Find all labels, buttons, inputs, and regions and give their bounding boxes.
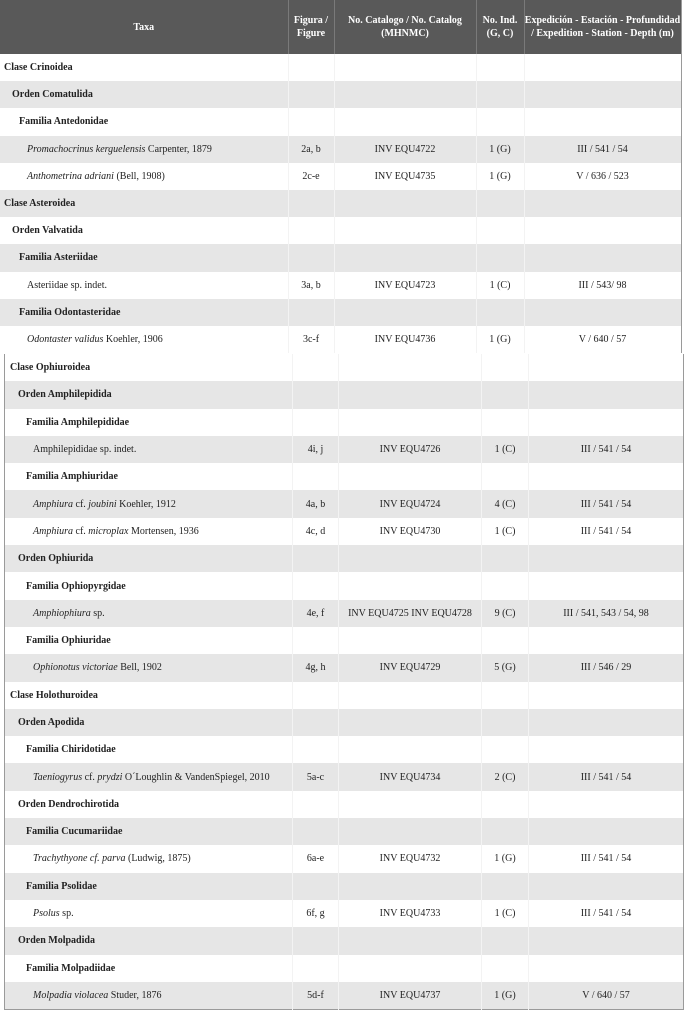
- species-row: [5, 518, 684, 545]
- taxon-row: [0, 81, 681, 108]
- taxon-cell: [5, 600, 293, 627]
- individuals-cell: [482, 927, 529, 954]
- figure-cell: 4e, f: [293, 600, 339, 627]
- taxon-name-species: microplax: [88, 525, 129, 537]
- taxon-name-species: prydzi: [97, 771, 123, 783]
- catalog-cell: INV EQU4730: [339, 518, 482, 545]
- station-cell: III / 541 / 54: [529, 900, 684, 927]
- header-individuals: No. Ind. (G, C): [476, 0, 524, 54]
- taxon-name-author: Koehler, 1906: [103, 333, 163, 345]
- station-cell: III / 541 / 54: [529, 490, 684, 517]
- catalog-cell: [339, 627, 482, 654]
- taxon-cell: [5, 845, 293, 872]
- figure-cell: 2c-e: [288, 163, 334, 190]
- catalog-cell: [339, 409, 482, 436]
- individuals-cell: [482, 354, 529, 381]
- taxon-cell: [5, 654, 293, 681]
- taxon-cell: Orden Molpadida: [5, 927, 293, 954]
- taxon-name-genus: Amphiophiura: [33, 607, 91, 619]
- station-cell: [529, 354, 684, 381]
- taxon-row: [5, 818, 684, 845]
- figure-cell: [293, 682, 339, 709]
- taxon-name-mid: cf.: [73, 498, 89, 510]
- station-cell: [524, 299, 681, 326]
- individuals-cell: [476, 108, 524, 135]
- taxon-name-genus: Trachythyone cf. parva: [33, 853, 126, 865]
- taxon-row: [5, 927, 684, 954]
- taxon-row: [0, 54, 681, 81]
- individuals-cell: [476, 217, 524, 244]
- taxon-cell: [5, 763, 293, 790]
- taxon-name-author: O´Loughlin & VandenSpiegel, 2010: [122, 771, 270, 783]
- catalog-cell: [339, 381, 482, 408]
- station-cell: III / 546 / 29: [529, 654, 684, 681]
- catalog-cell: INV EQU4733: [339, 900, 482, 927]
- individuals-cell: 1 (G): [482, 982, 529, 1009]
- figure-cell: [293, 381, 339, 408]
- individuals-cell: 1 (G): [476, 326, 524, 353]
- species-row: [5, 436, 684, 463]
- taxon-row: [5, 682, 684, 709]
- figure-cell: [293, 545, 339, 572]
- station-cell: [524, 81, 681, 108]
- individuals-cell: [482, 818, 529, 845]
- catalog-cell: INV EQU4723: [334, 272, 476, 299]
- individuals-cell: 1 (G): [476, 163, 524, 190]
- catalog-cell: [339, 927, 482, 954]
- station-cell: [529, 545, 684, 572]
- station-cell: [529, 682, 684, 709]
- station-cell: V / 636 / 523: [524, 163, 681, 190]
- station-cell: III / 543/ 98: [524, 272, 681, 299]
- individuals-cell: 9 (C): [482, 600, 529, 627]
- station-cell: III / 541 / 54: [529, 763, 684, 790]
- taxon-cell: Clase Asteroidea: [0, 190, 288, 217]
- catalog-cell: INV EQU4732: [339, 845, 482, 872]
- taxon-name-genus: Psolus: [33, 908, 60, 920]
- individuals-cell: [482, 873, 529, 900]
- taxon-cell: [5, 490, 293, 517]
- individuals-cell: [482, 791, 529, 818]
- station-cell: [529, 736, 684, 763]
- catalog-cell: [339, 354, 482, 381]
- taxon-name-genus: Ophionotus victoriae: [33, 662, 118, 674]
- figure-cell: 6f, g: [293, 900, 339, 927]
- species-row: [5, 654, 684, 681]
- catalog-cell: [334, 217, 476, 244]
- taxa-table-part2: [4, 354, 684, 1010]
- species-row: [5, 845, 684, 872]
- header-catalog: No. Catalogo / No. Catalog (MHNMC): [334, 0, 476, 54]
- taxon-cell: Clase Holothuroidea: [5, 682, 293, 709]
- taxon-cell: Familia Amphiuridae: [5, 463, 293, 490]
- station-cell: [529, 627, 684, 654]
- taxon-row: [0, 108, 681, 135]
- individuals-cell: [476, 54, 524, 81]
- individuals-cell: [482, 736, 529, 763]
- catalog-cell: [334, 108, 476, 135]
- individuals-cell: [482, 545, 529, 572]
- station-cell: [524, 190, 681, 217]
- station-cell: [524, 54, 681, 81]
- station-cell: III / 541, 543 / 54, 98: [529, 600, 684, 627]
- individuals-cell: [482, 709, 529, 736]
- individuals-cell: [476, 244, 524, 271]
- figure-cell: [293, 627, 339, 654]
- header-figure: Figura / Figure: [288, 0, 334, 54]
- individuals-cell: [482, 955, 529, 982]
- taxon-name-author: Koehler, 1912: [116, 498, 176, 510]
- individuals-cell: [482, 572, 529, 599]
- catalog-cell: INV EQU4725 INV EQU4728: [339, 600, 482, 627]
- station-cell: [529, 463, 684, 490]
- individuals-cell: [476, 81, 524, 108]
- figure-cell: [293, 572, 339, 599]
- station-cell: III / 541 / 54: [529, 845, 684, 872]
- catalog-cell: INV EQU4735: [334, 163, 476, 190]
- species-row: [5, 900, 684, 927]
- catalog-cell: [334, 190, 476, 217]
- taxon-cell: [0, 326, 288, 353]
- figure-cell: 4c, d: [293, 518, 339, 545]
- station-cell: [524, 244, 681, 271]
- individuals-cell: [482, 409, 529, 436]
- individuals-cell: 1 (G): [476, 136, 524, 163]
- catalog-cell: INV EQU4737: [339, 982, 482, 1009]
- catalog-cell: INV EQU4724: [339, 490, 482, 517]
- figure-cell: 4a, b: [293, 490, 339, 517]
- taxon-row: [5, 381, 684, 408]
- taxon-cell: Orden Valvatida: [0, 217, 288, 244]
- station-cell: [529, 709, 684, 736]
- taxon-row: [5, 463, 684, 490]
- catalog-cell: INV EQU4736: [334, 326, 476, 353]
- station-cell: III / 541 / 54: [529, 436, 684, 463]
- station-cell: III / 541 / 54: [524, 136, 681, 163]
- taxon-cell: Clase Ophiuroidea: [5, 354, 293, 381]
- taxon-cell: Familia Chiridotidae: [5, 736, 293, 763]
- figure-cell: 2a, b: [288, 136, 334, 163]
- individuals-cell: [482, 627, 529, 654]
- taxon-name-author: Mortensen, 1936: [128, 525, 199, 537]
- taxon-row: [5, 627, 684, 654]
- figure-cell: [293, 709, 339, 736]
- taxon-cell: [0, 163, 288, 190]
- taxon-name-genus: Amphiura: [33, 525, 73, 537]
- header-station: Expedición - Estación - Profundidad / Expedition - Station - Depth (m): [524, 0, 681, 54]
- header-row: [0, 0, 681, 54]
- figure-cell: [288, 81, 334, 108]
- taxon-cell: Orden Comatulida: [0, 81, 288, 108]
- taxon-name-genus: Taeniogyrus: [33, 771, 83, 783]
- individuals-cell: 5 (G): [482, 654, 529, 681]
- station-cell: [529, 409, 684, 436]
- taxon-cell: Familia Psolidae: [5, 873, 293, 900]
- taxon-row: [0, 299, 681, 326]
- catalog-cell: [339, 709, 482, 736]
- taxon-row: [5, 791, 684, 818]
- taxon-cell: [5, 900, 293, 927]
- table-body-part1: [0, 54, 681, 353]
- individuals-cell: 1 (C): [482, 436, 529, 463]
- taxon-row: [5, 409, 684, 436]
- species-row: [5, 763, 684, 790]
- catalog-cell: [339, 682, 482, 709]
- figure-cell: 5a-c: [293, 763, 339, 790]
- station-cell: [524, 217, 681, 244]
- figure-cell: [288, 54, 334, 81]
- figure-cell: [288, 299, 334, 326]
- individuals-cell: 1 (G): [482, 845, 529, 872]
- taxon-name-author: Studer, 1876: [108, 989, 162, 1001]
- taxon-row: [0, 190, 681, 217]
- figure-cell: 5d-f: [293, 982, 339, 1009]
- species-row: [0, 326, 681, 353]
- station-cell: [529, 955, 684, 982]
- individuals-cell: [482, 682, 529, 709]
- table-body-part2: [5, 354, 684, 1009]
- taxon-cell: Familia Odontasteridae: [0, 299, 288, 326]
- catalog-cell: [334, 299, 476, 326]
- taxon-name-mid: cf.: [73, 525, 89, 537]
- taxon-row: [5, 545, 684, 572]
- individuals-cell: [476, 299, 524, 326]
- taxon-cell: Familia Amphilepididae: [5, 409, 293, 436]
- taxon-cell: Clase Crinoidea: [0, 54, 288, 81]
- taxon-row: [0, 244, 681, 271]
- taxon-cell: Familia Ophiuridae: [5, 627, 293, 654]
- individuals-cell: 1 (C): [482, 900, 529, 927]
- taxon-name-species: joubini: [88, 498, 117, 510]
- catalog-cell: [339, 736, 482, 763]
- station-cell: [529, 818, 684, 845]
- figure-cell: [293, 354, 339, 381]
- taxon-row: [0, 217, 681, 244]
- taxa-table-part1: [0, 0, 682, 353]
- figure-cell: 4i, j: [293, 436, 339, 463]
- taxon-cell: Familia Antedonidae: [0, 108, 288, 135]
- station-cell: [529, 927, 684, 954]
- station-cell: [529, 791, 684, 818]
- catalog-cell: INV EQU4722: [334, 136, 476, 163]
- station-cell: V / 640 / 57: [529, 982, 684, 1009]
- figure-cell: [293, 736, 339, 763]
- catalog-cell: [339, 463, 482, 490]
- taxon-name-author: Carpenter, 1879: [145, 143, 212, 155]
- catalog-cell: [334, 54, 476, 81]
- taxon-cell: Asteriidae sp. indet.: [0, 272, 288, 299]
- taxon-cell: Orden Apodida: [5, 709, 293, 736]
- species-row: [5, 982, 684, 1009]
- header-taxa: Taxa: [0, 0, 288, 54]
- figure-cell: [293, 463, 339, 490]
- taxon-row: [5, 354, 684, 381]
- figure-cell: [293, 873, 339, 900]
- species-row: [0, 272, 681, 299]
- taxon-name-author: (Bell, 1908): [113, 170, 165, 182]
- figure-cell: [288, 190, 334, 217]
- species-row: [5, 600, 684, 627]
- species-row: [0, 163, 681, 190]
- figure-cell: [288, 108, 334, 135]
- catalog-cell: [334, 244, 476, 271]
- station-cell: [529, 381, 684, 408]
- figure-cell: [293, 791, 339, 818]
- figure-cell: [288, 244, 334, 271]
- catalog-cell: [339, 818, 482, 845]
- figure-cell: [288, 217, 334, 244]
- catalog-cell: [334, 81, 476, 108]
- taxon-row: [5, 709, 684, 736]
- figure-cell: [293, 409, 339, 436]
- taxon-cell: Familia Ophiopyrgidae: [5, 572, 293, 599]
- individuals-cell: [476, 190, 524, 217]
- individuals-cell: 1 (C): [482, 518, 529, 545]
- taxon-cell: [5, 982, 293, 1009]
- taxon-name-genus: Anthometrina adriani: [27, 170, 114, 182]
- individuals-cell: 1 (C): [476, 272, 524, 299]
- species-row: [0, 136, 681, 163]
- station-cell: [524, 108, 681, 135]
- taxon-name-genus: Odontaster validus: [27, 333, 104, 345]
- taxon-cell: [5, 518, 293, 545]
- taxon-name-author: (Ludwig, 1875): [125, 853, 191, 865]
- taxon-name-genus: Molpadia violacea: [33, 989, 109, 1001]
- figure-cell: [293, 927, 339, 954]
- taxon-cell: [0, 136, 288, 163]
- catalog-cell: INV EQU4726: [339, 436, 482, 463]
- individuals-cell: [482, 463, 529, 490]
- taxon-name-mid: cf.: [82, 771, 98, 783]
- station-cell: [529, 572, 684, 599]
- taxon-name-author: sp.: [90, 607, 105, 619]
- taxon-row: [5, 955, 684, 982]
- catalog-cell: INV EQU4729: [339, 654, 482, 681]
- figure-cell: 3a, b: [288, 272, 334, 299]
- taxon-cell: Familia Molpadiidae: [5, 955, 293, 982]
- figure-cell: 6a-e: [293, 845, 339, 872]
- taxon-cell: Familia Asteriidae: [0, 244, 288, 271]
- station-cell: V / 640 / 57: [524, 326, 681, 353]
- figure-cell: [293, 818, 339, 845]
- taxon-name-genus: Amphiura: [33, 498, 73, 510]
- catalog-cell: INV EQU4734: [339, 763, 482, 790]
- catalog-cell: [339, 873, 482, 900]
- catalog-cell: [339, 791, 482, 818]
- figure-cell: 3c-f: [288, 326, 334, 353]
- taxon-name-author: sp.: [59, 908, 74, 920]
- taxon-cell: Orden Ophiurida: [5, 545, 293, 572]
- station-cell: III / 541 / 54: [529, 518, 684, 545]
- taxon-cell: Orden Dendrochirotida: [5, 791, 293, 818]
- taxon-cell: Familia Cucumariidae: [5, 818, 293, 845]
- figure-cell: [293, 955, 339, 982]
- taxon-row: [5, 572, 684, 599]
- catalog-cell: [339, 545, 482, 572]
- figure-cell: 4g, h: [293, 654, 339, 681]
- station-cell: [529, 873, 684, 900]
- taxon-row: [5, 736, 684, 763]
- catalog-cell: [339, 572, 482, 599]
- individuals-cell: 2 (C): [482, 763, 529, 790]
- taxon-name-author: Bell, 1902: [117, 662, 162, 674]
- taxon-name-genus: Promachocrinus kerguelensis: [27, 143, 146, 155]
- individuals-cell: 4 (C): [482, 490, 529, 517]
- taxon-row: [5, 873, 684, 900]
- taxon-cell: Amphilepididae sp. indet.: [5, 436, 293, 463]
- individuals-cell: [482, 381, 529, 408]
- catalog-cell: [339, 955, 482, 982]
- taxon-cell: Orden Amphilepidida: [5, 381, 293, 408]
- species-row: [5, 490, 684, 517]
